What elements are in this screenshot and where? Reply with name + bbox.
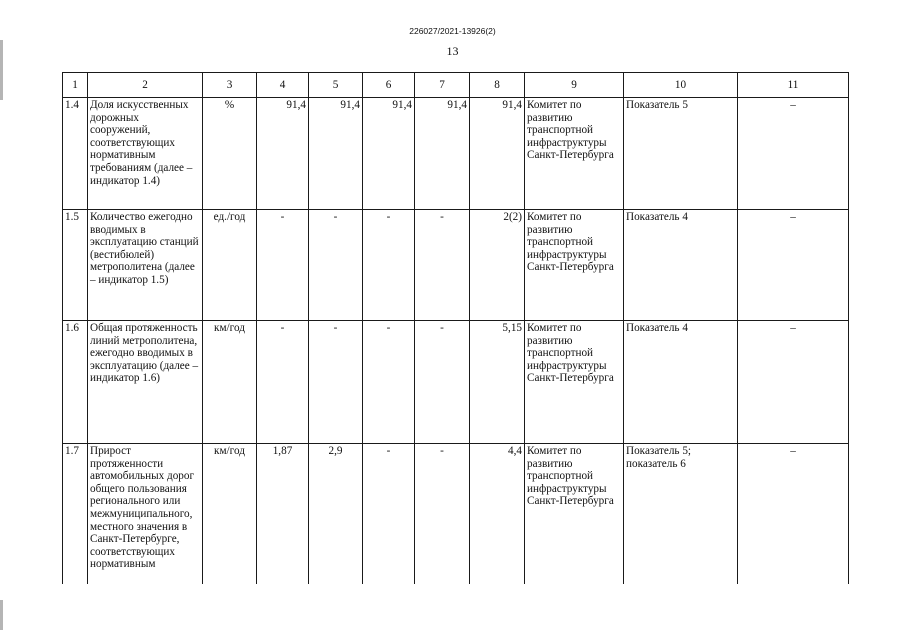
linked-indicator: Показатель 5 [624,98,738,210]
indicator-name: Доля искусственных дорожных сооружений, соответствующих нормативным требованиям (далее – индикатор 1.4) [88,98,203,210]
unit: % [203,98,257,210]
responsible-org: Комитет по развитию транспортной инфраструктуры Санкт-Петербурга [525,98,624,210]
table-row [63,210,849,321]
value-cell: - [309,210,363,321]
value-cell: 91,4 [309,98,363,210]
column-header: 9 [525,73,624,98]
value-cell: - [257,321,309,444]
table-header-row [63,73,849,98]
responsible-org: Комитет по развитию транспортной инфраструктуры Санкт-Петербурга [525,210,624,321]
value-cell: 91,4 [257,98,309,210]
note-cell: – [738,98,849,210]
column-header: 7 [415,73,470,98]
linked-indicator: Показатель 5; показатель 6 [624,444,738,585]
column-header: 6 [363,73,415,98]
value-cell: - [415,210,470,321]
page-number: 13 [446,44,459,58]
column-header: 10 [624,73,738,98]
value-cell: 4,4 [470,444,525,585]
table-row [63,98,849,210]
unit: ед./год [203,210,257,321]
unit: км/год [203,444,257,585]
value-cell: 2(2) [470,210,525,321]
row-number: 1.4 [63,98,88,210]
linked-indicator: Показатель 4 [624,321,738,444]
value-cell: 1,87 [257,444,309,585]
indicators-table [62,72,849,584]
note-cell: – [738,321,849,444]
note-cell: – [738,210,849,321]
value-cell: - [257,210,309,321]
value-cell: 5,15 [470,321,525,444]
row-number: 1.7 [63,444,88,585]
table-row [63,321,849,444]
row-number: 1.6 [63,321,88,444]
unit: км/год [203,321,257,444]
value-cell: - [415,321,470,444]
column-header: 5 [309,73,363,98]
indicator-name: Количество ежегодно вводимых в эксплуатацию станций (вестибюлей) метрополитена (далее – индикатор 1.5) [88,210,203,321]
value-cell: - [363,444,415,585]
value-cell: - [309,321,363,444]
column-header: 1 [63,73,88,98]
row-number: 1.5 [63,210,88,321]
responsible-org: Комитет по развитию транспортной инфраструктуры Санкт-Петербурга [525,444,624,585]
document-id: 226027/2021-13926(2) [409,26,496,36]
value-cell: - [415,444,470,585]
note-cell: – [738,444,849,585]
value-cell: 91,4 [363,98,415,210]
column-header: 11 [738,73,849,98]
value-cell: 91,4 [415,98,470,210]
column-header: 8 [470,73,525,98]
indicator-name: Прирост протяженности автомобильных дорог общего пользования регионального или межмуниципального, местного значения в Санкт-Петербурге, соответствующих нормативным [88,444,203,585]
value-cell: 91,4 [470,98,525,210]
table-row [63,444,849,585]
column-header: 4 [257,73,309,98]
column-header: 2 [88,73,203,98]
indicator-name: Общая протяженность линий метрополитена, ежегодно вводимых в эксплуатацию (далее – индикатор 1.6) [88,321,203,444]
value-cell: - [363,321,415,444]
value-cell: 2,9 [309,444,363,585]
column-header: 3 [203,73,257,98]
value-cell: - [363,210,415,321]
linked-indicator: Показатель 4 [624,210,738,321]
responsible-org: Комитет по развитию транспортной инфраструктуры Санкт-Петербурга [525,321,624,444]
scan-edge-mark [0,600,3,630]
